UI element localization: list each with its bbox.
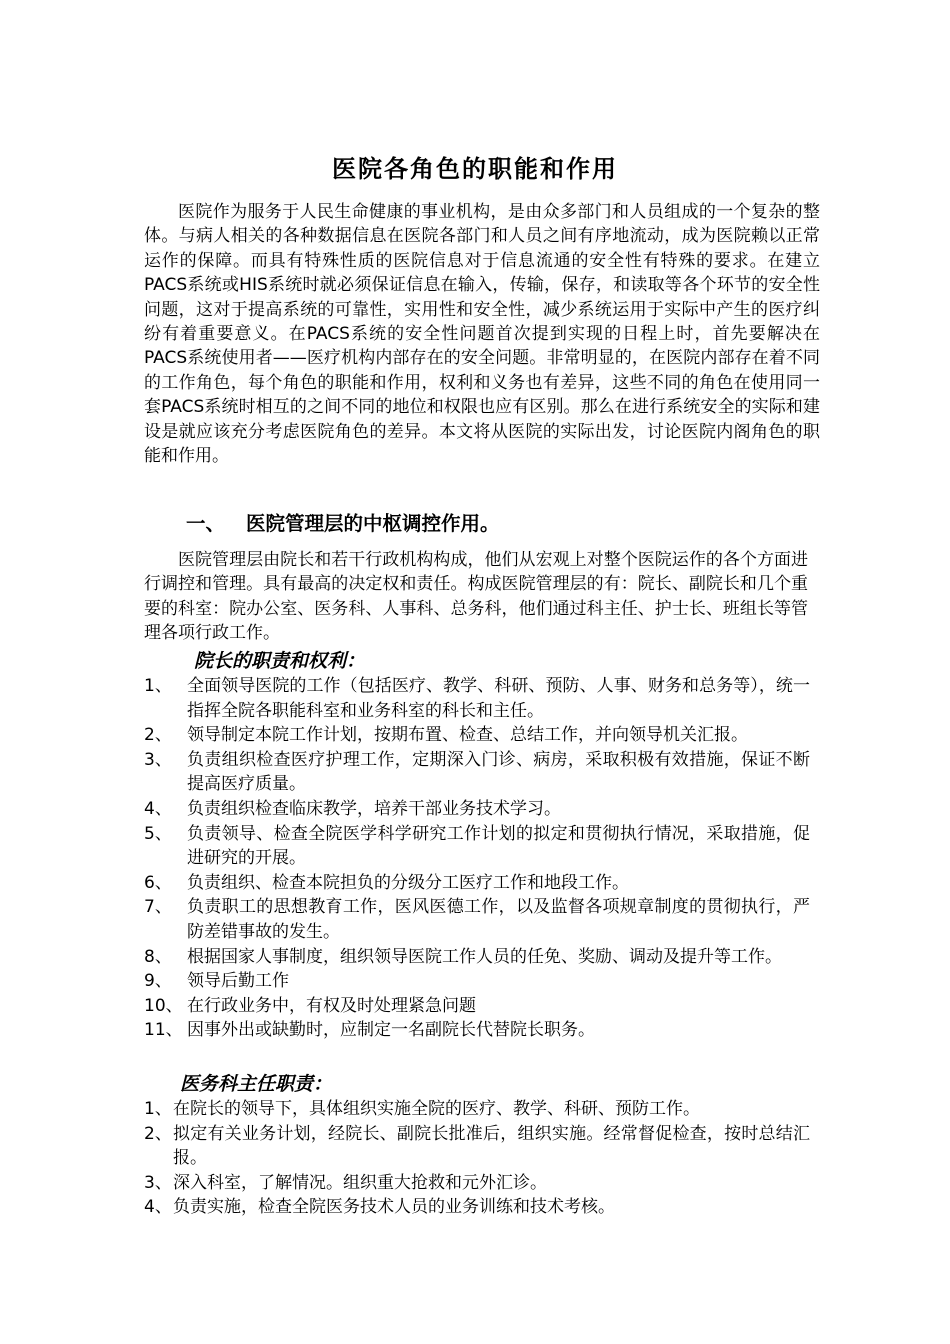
list-item-text: 负责组织检查临床教学，培养干部业务技术学习。 [187, 798, 561, 819]
list-item-number: 11、 [144, 1020, 183, 1041]
president-duties-list [144, 674, 810, 1043]
list-item [144, 822, 810, 871]
list-item-text: 负责职工的思想教育工作，医风医德工作，以及监督各项规章制度的贯彻执行，严防差错事故的发生。 [187, 897, 810, 942]
list-item [144, 797, 810, 822]
president-duties-heading: 院长的职责和权利： [194, 650, 366, 672]
list-item-number: 5、 [144, 823, 172, 844]
list-item [144, 1195, 810, 1220]
list-item-number: 1、 [144, 1099, 172, 1119]
list-item-number: 3、 [144, 749, 172, 770]
list-item-text: 负责实施，检查全院医务技术人员的业务训练和技术考核。 [173, 1197, 615, 1218]
list-item-number: 7、 [144, 897, 172, 918]
list-item-number: 4、 [144, 1197, 172, 1218]
list-item-text: 领导后勤工作 [187, 971, 289, 992]
list-item-number: 6、 [144, 872, 172, 893]
list-item [144, 1122, 810, 1171]
list-item-number: 3、 [144, 1172, 172, 1193]
list-item [144, 969, 810, 994]
intro-paragraph: 医院作为服务于人民生命健康的事业机构，是由众多部门和人员组成的一个复杂的整体。与病人相关的各种数据信息在医院各部门和人员之间有序地流动，成为医院赖以正常运作的保障。而具有特殊性质的医院信息对于信息流通的安全性有特殊的要求。在建立PACS系统或HIS系统时就必须保证信息在输入，传输，保存，和读取等各个环节的安全性问题，这对于提高系统的可靠性，实用性和安全性，减少系统运用于实际中产生的医疗纠纷有着重要意义。在PACS系统的安全性问题首次提到实现的日程上时，首先要解决在PACS系统使用者——医疗机构内部存在的安全问题。非常明显的，在医院内部存在着不同的工作角色，每个角色的职能和作用，权利和义务也有差异，这些不同的角色在使用同一套PACS系统时相互的之间不同的地位和权限也应有区别。那么在进行系统安全的实际和建设是就应该充分考虑医院角色的差异。本文将从医院的实际出发，讨论医院内阁角色的职能和作用。 [144, 202, 820, 467]
medical-director-duties-list [144, 1097, 810, 1220]
list-item-text: 负责组织、检查本院担负的分级分工医疗工作和地段工作。 [187, 872, 629, 893]
list-item-text: 深入科室，了解情况。组织重大抢救和元外汇诊。 [173, 1172, 547, 1193]
list-item-text: 全面领导医院的工作（包括医疗、教学、科研、预防、人事、财务和总务等），统一指挥全院各职能科室和业务科室的科长和主任。 [187, 676, 810, 721]
list-item [144, 1097, 810, 1122]
list-item [144, 871, 810, 896]
list-item-text: 因事外出或缺勤时，应制定一名副院长代替院长职务。 [187, 1020, 595, 1041]
list-item-text: 根据国家人事制度，组织领导医院工作人员的任免、奖励、调动及提升等工作。 [187, 946, 782, 967]
list-item-text: 在院长的领导下，具体组织实施全院的医疗、教学、科研、预防工作。 [173, 1099, 700, 1119]
list-item-number: 8、 [144, 946, 172, 967]
list-item [144, 994, 810, 1019]
document-title: 医院各角色的职能和作用 [332, 154, 618, 184]
list-item-number: 1、 [144, 676, 172, 696]
list-item-number: 9、 [144, 971, 172, 992]
list-item-number: 4、 [144, 798, 172, 819]
list-item [144, 895, 810, 944]
list-item-text: 拟定有关业务计划，经院长、副院长批准后，组织实施。经常督促检查，按时总结汇报。 [173, 1123, 810, 1169]
list-item-number: 10、 [144, 995, 183, 1016]
list-item-text: 负责组织检查医疗护理工作，定期深入门诊、病房，采取积极有效措施，保证不断提高医疗质量。 [187, 749, 810, 795]
medical-director-duties-heading: 医务科主任职责： [180, 1073, 333, 1095]
list-item [144, 723, 810, 748]
section-paragraph: 医院管理层由院长和若干行政机构构成，他们从宏观上对整个医院运作的各个方面进行调控和管理。具有最高的决定权和责任。构成医院管理层的有：院长、副院长和几个重要的科室：院办公室、医务科、人事科、总务科，他们通过科主任、护士长、班组长等管理各项行政工作。 [144, 550, 808, 644]
section-title: 医院管理层的中枢调控作用。 [246, 512, 500, 535]
list-item [144, 748, 810, 797]
list-item [144, 1018, 810, 1043]
section-heading [186, 510, 500, 538]
list-item [144, 945, 810, 970]
list-item-text: 负责领导、检查全院医学科学研究工作计划的拟定和贯彻执行情况，采取措施，促进研究的开展。 [187, 823, 810, 869]
list-item-number: 2、 [144, 1123, 172, 1144]
list-item-text: 在行政业务中，有权及时处理紧急问题 [187, 995, 476, 1016]
list-item-text: 领导制定本院工作计划，按期布置、检查、总结工作，并向领导机关汇报。 [187, 725, 748, 746]
list-item [144, 674, 810, 723]
list-item-number: 2、 [144, 725, 172, 746]
list-item [144, 1171, 810, 1196]
section-number: 一、 [186, 512, 226, 535]
